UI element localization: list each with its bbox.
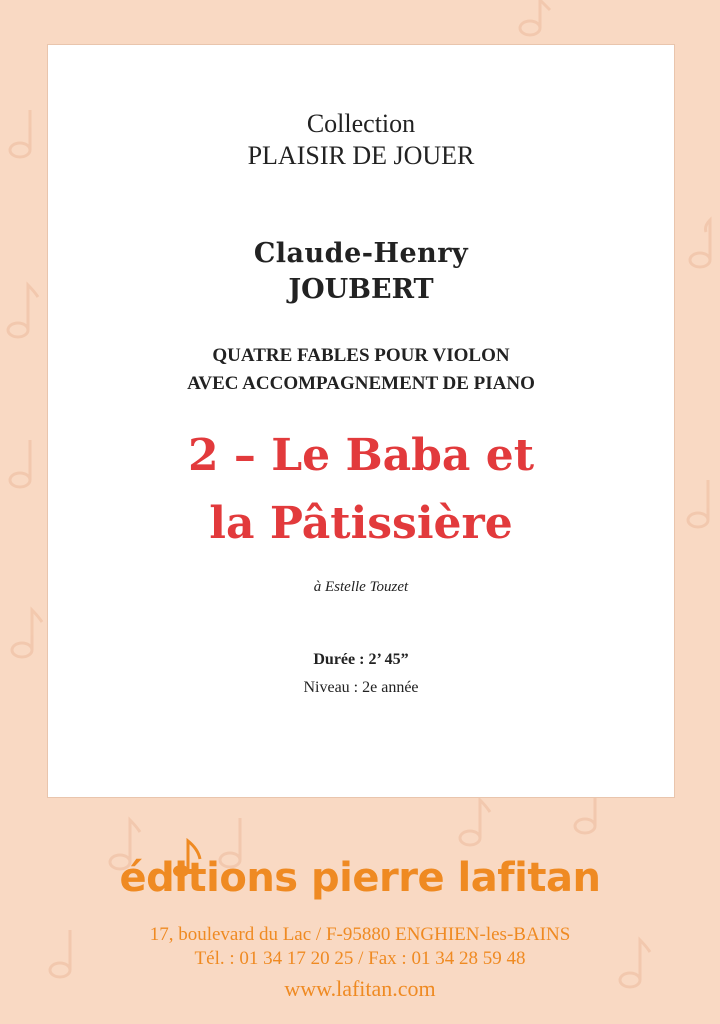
publisher-website[interactable]: www.lafitan.com <box>284 976 436 1001</box>
collection-name: PLAISIR DE JOUER <box>247 141 475 170</box>
subtitle-line-2: AVEC ACCOMPAGNEMENT DE PIANO <box>187 373 535 394</box>
publisher-phone-fax: Tél. : 01 34 17 20 25 / Fax : 01 34 28 59 48 <box>194 948 526 969</box>
music-note-icon <box>10 110 30 157</box>
music-note-icon <box>688 480 708 527</box>
subtitle-line-1: QUATRE FABLES POUR VIOLON <box>212 345 510 366</box>
collection-label: Collection <box>306 109 416 138</box>
composer-first-name: Claude-Henry <box>253 238 469 269</box>
composer-last-name: JOUBERT <box>288 274 434 305</box>
level: Niveau : 2e année <box>303 679 419 696</box>
publisher-logo: éditions pierre lafitan <box>119 855 601 901</box>
music-note-icon <box>12 610 42 657</box>
cover-panel <box>47 44 675 798</box>
dedication: à Estelle Touzet <box>313 579 409 595</box>
music-note-icon <box>8 285 38 337</box>
duration: Durée : 2’ 45” <box>313 651 409 668</box>
music-note-icon <box>460 800 490 845</box>
music-note-icon <box>520 0 550 35</box>
publisher-address: 17, boulevard du Lac / F-95880 ENGHIEN-les-BAINS <box>149 924 571 945</box>
music-note-icon <box>690 220 710 267</box>
music-note-icon <box>10 440 30 487</box>
title-line-2: la Pâtissière <box>209 498 513 549</box>
title-line-1: 2 – Le Baba et <box>187 430 535 481</box>
